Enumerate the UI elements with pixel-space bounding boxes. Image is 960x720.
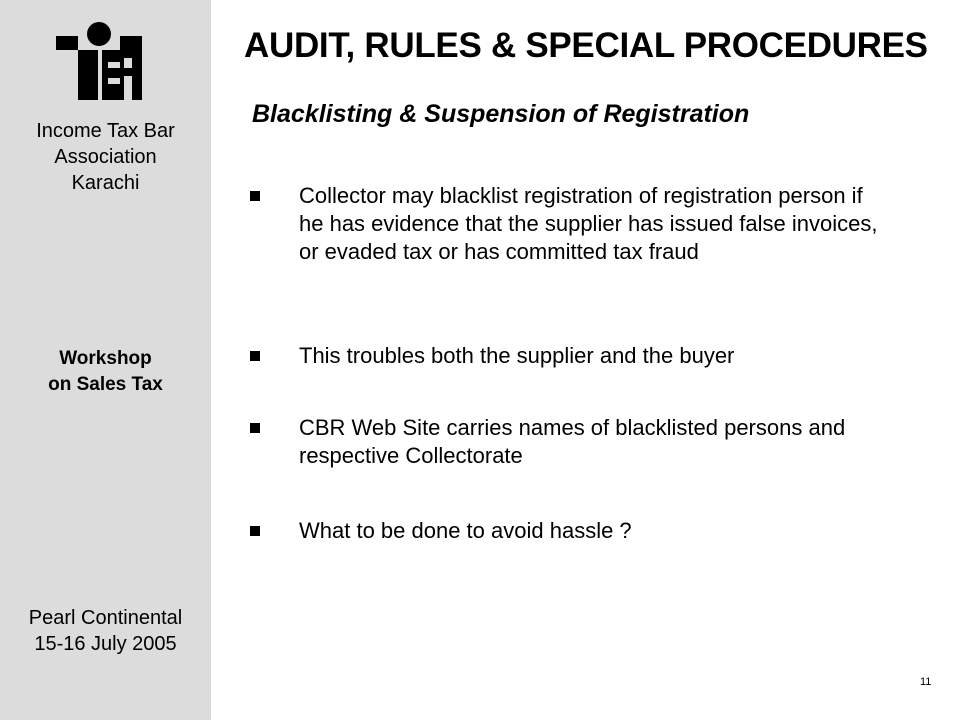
bullet-text: Collector may blacklist registration of registration person if he has evidence that the supplier has issued false invoices, or evaded tax or has committed tax fraud: [299, 183, 878, 264]
square-bullet-icon: [250, 351, 260, 361]
bullet-text: What to be done to avoid hassle ?: [299, 518, 632, 543]
square-bullet-icon: [250, 423, 260, 433]
venue-line-2: 15-16 July 2005: [34, 633, 177, 655]
workshop-line-2: on Sales Tax: [48, 374, 163, 395]
workshop-line-1: Workshop: [59, 348, 152, 369]
square-bullet-icon: [250, 191, 260, 201]
venue-info: [0, 605, 211, 657]
square-bullet-icon: [250, 526, 260, 536]
bullet-text: CBR Web Site carries names of blacklisted persons and respective Collectorate: [299, 415, 846, 468]
slide-title: AUDIT, RULES & SPECIAL PROCEDURES: [244, 26, 928, 65]
sidebar: [0, 0, 211, 720]
page-number: 11: [920, 676, 932, 688]
bullet-text: This troubles both the supplier and the buyer: [299, 343, 735, 368]
org-line-3: Karachi: [71, 172, 140, 194]
org-line-1: Income Tax Bar: [36, 120, 175, 142]
itba-logo: [54, 20, 144, 102]
workshop-title: [0, 346, 211, 398]
organization-name: [0, 118, 211, 196]
venue-line-1: Pearl Continental: [28, 607, 183, 629]
org-line-2: Association: [54, 146, 157, 168]
slide-subtitle: Blacklisting & Suspension of Registration: [252, 100, 750, 128]
